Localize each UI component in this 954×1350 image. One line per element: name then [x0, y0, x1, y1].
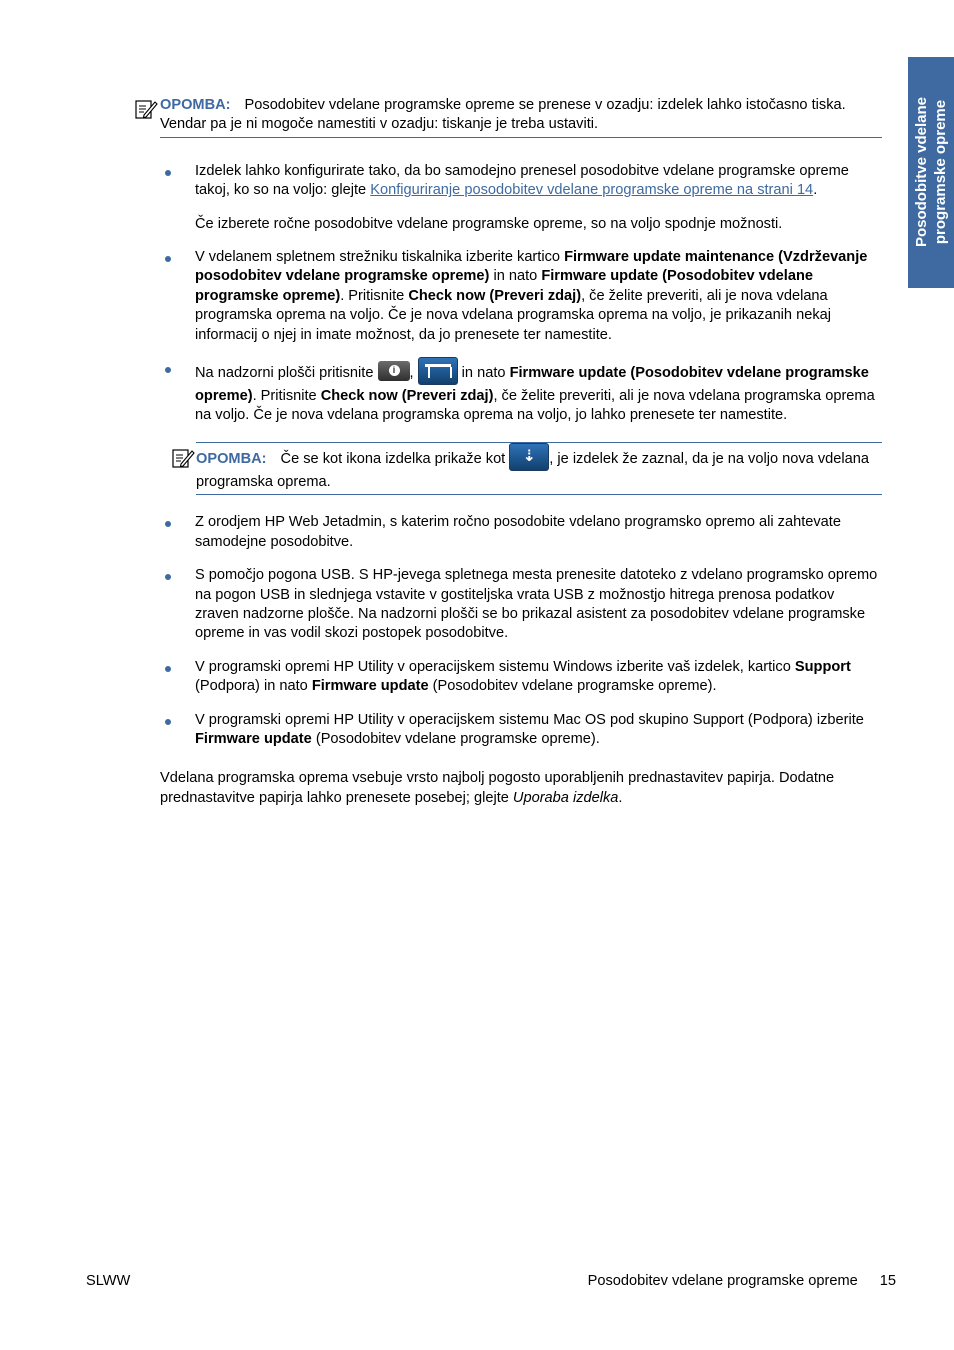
bullet-text: , če želite preveriti, ali je nova vdelana programska oprema na voljo. Če je nova vdelana programska oprema na voljo, jo lahko prenesete ter namestite.	[195, 388, 875, 424]
note-text: , je izdelek že zaznal, da je na voljo nova vdelana programska oprema.	[196, 450, 869, 490]
note-text: Posodobitev vdelane programske opreme se prenese v ozadju: izdelek lahko istočasno tiska. Vendar pa je ni mogoče namestiti v ozadju: tiskanje je treba ustaviti.	[160, 97, 846, 133]
footer-title: Posodobitev vdelane programske opreme	[587, 1273, 858, 1289]
paragraph-text: .	[618, 789, 623, 806]
side-tab-line1: Posodobitve vdelane	[913, 96, 930, 248]
bullet-text: V vdelanem spletnem strežniku tiskalnika izberite kartico	[195, 249, 565, 266]
bold-term: Firmware update (Posodobitev vdelane programske opreme)	[195, 268, 813, 304]
list-item	[160, 658, 882, 697]
options-list-continued	[160, 513, 882, 749]
bold-term: Support	[794, 658, 851, 675]
italic-reference: Uporaba izdelka	[512, 789, 619, 806]
bullet-text: Z orodjem HP Web Jetadmin, s katerim ročno posodobite vdelano programsko opremo ali zahtevate samodejne posodobitve.	[195, 514, 841, 550]
footer-left: SLWW	[86, 1273, 131, 1289]
paragraph-text: Vdelana programska oprema vsebuje vrsto najbolj pogosto uporabljenih prednastavitev papirja. Dodatne prednastavitve papirja lahko prenesete posebej; glejte	[160, 770, 835, 806]
footer-right	[588, 1272, 896, 1291]
closing-paragraph	[160, 769, 882, 808]
note-pencil-icon	[171, 447, 195, 469]
side-tab-line2: programske opreme	[932, 99, 949, 245]
bullet-text: . Pritisnite	[340, 287, 409, 304]
info-button-icon	[378, 361, 410, 381]
page-number: 15	[879, 1273, 896, 1289]
printer-icon	[418, 357, 458, 385]
bullet-text: V programski opremi HP Utility v operacijskem sistemu Windows izberite vaš izdelek, kartico	[195, 658, 795, 675]
list-item	[160, 711, 882, 750]
bullet-text: V programski opremi HP Utility v operacijskem sistemu Mac OS pod skupino Support (Podpora) izberite	[195, 711, 864, 728]
section-side-tab	[908, 57, 954, 288]
printer-update-icon: ⇣	[509, 443, 549, 471]
bullet-text: in nato	[489, 268, 542, 285]
bold-term: Firmware update	[195, 730, 312, 747]
list-item	[160, 359, 882, 426]
note-text: Če se kot ikona izdelka prikaže kot	[280, 450, 510, 467]
bullet-text: S pomočjo pogona USB. S HP-jevega spletnega mesta prenesite datoteko z vdelano programsko opremo na pogon USB in slednjega vstavite v gostiteljska vrata USB z možnostjo hitrega prenosa podatkov zraven nadzorne plošče. Na nadzorni plošči se bo prikazal asistent za posodobitev vdelane programske opreme in vas vodil skozi postopek posodobitve.	[195, 567, 878, 642]
list-item	[160, 566, 882, 644]
bold-term: Check now (Preveri zdaj)	[408, 287, 582, 304]
bullet-text-end: .	[813, 182, 818, 199]
list-item	[160, 513, 882, 552]
separator: ,	[409, 364, 418, 381]
bold-term: Firmware update	[311, 678, 429, 695]
note-box	[196, 442, 882, 495]
note-label: OPOMBA:	[196, 450, 267, 467]
bullet-text: Na nadzorni plošči pritisnite	[195, 364, 378, 381]
options-list	[160, 162, 882, 426]
bold-term: Firmware update maintenance (Vzdrževanje posodobitev vdelane programske opreme)	[195, 249, 868, 285]
note-label: OPOMBA:	[160, 97, 231, 113]
bullet-text: , če želite preveriti, ali je nova vdelana programska oprema na voljo. Če je nova vdelana programska oprema na voljo, je prikazanih nekaj informacij o njej in imate možnost, da jo prenesete ter namestite.	[195, 287, 831, 343]
config-link[interactable]: Konfiguriranje posodobitev vdelane programske opreme na strani 14	[370, 182, 814, 199]
bold-term: Firmware update (Posodobitev vdelane programske opreme)	[195, 364, 869, 405]
sub-paragraph: Če izberete ročne posodobitve vdelane programske opreme, so na voljo spodnje možnosti.	[195, 215, 783, 232]
note-box	[160, 96, 882, 138]
bold-term: Check now (Preveri zdaj)	[320, 388, 494, 405]
bullet-text: in nato	[457, 364, 510, 381]
bullet-text: (Posodobitev vdelane programske opreme).	[428, 678, 717, 695]
list-item	[160, 162, 882, 234]
bullet-text: Izdelek lahko konfigurirate tako, da bo samodejno prenesel posodobitve vdelane programske opreme takoj, ko so na voljo: glejte	[195, 162, 849, 199]
bullet-text: (Posodobitev vdelane programske opreme).	[311, 730, 600, 747]
bullet-text: (Podpora) in nato	[195, 678, 312, 695]
bullet-text: . Pritisnite	[252, 388, 321, 405]
page-content	[160, 96, 882, 808]
note-pencil-icon	[134, 98, 158, 120]
list-item	[160, 248, 882, 345]
